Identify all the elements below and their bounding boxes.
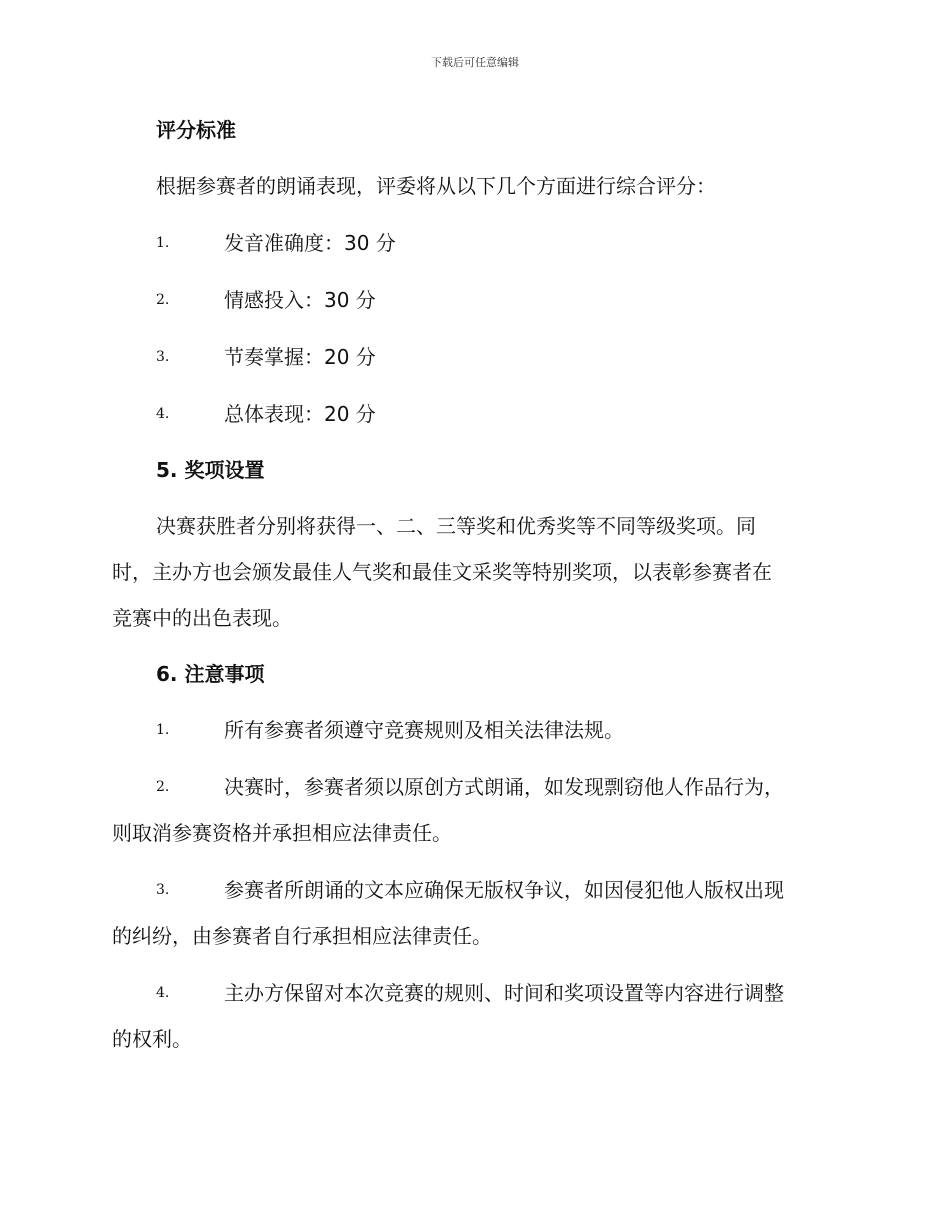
notes-item [112, 707, 832, 753]
scoring-intro: 根据参赛者的朗诵表现，评委将从以下几个方面进行综合评分： [156, 174, 716, 198]
notes-item [112, 970, 832, 1062]
paragraph-line: 竞赛中的出色表现。 [112, 606, 292, 630]
list-number: 2. [156, 779, 170, 795]
list-item-text: 发音准确度：30 分 [224, 231, 396, 255]
list-number: 4. [156, 985, 170, 1001]
list-item-continuation: 的权利。 [112, 1027, 192, 1051]
list-item-text: 总体表现：20 分 [224, 402, 376, 426]
list-item-continuation: 的纠纷，由参赛者自行承担相应法律责任。 [112, 924, 492, 948]
list-number: 3. [156, 882, 170, 898]
scoring-item [112, 277, 832, 323]
list-number: 4. [156, 406, 170, 422]
section-heading-scoring: 评分标准 [156, 118, 236, 142]
list-item-text: 参赛者所朗诵的文本应确保无版权争议，如因侵犯他人版权出现 [224, 878, 784, 902]
list-number: 1. [156, 235, 170, 251]
scoring-item [112, 334, 832, 380]
list-item-text: 决赛时，参赛者须以原创方式朗诵，如发现剽窃他人作品行为， [224, 775, 784, 799]
paragraph-line: 时，主办方也会颁发最佳人气奖和最佳文采奖等特别奖项，以表彰参赛者在 [112, 560, 772, 584]
section-heading-notes: 6. 注意事项 [156, 662, 265, 686]
scoring-item [112, 220, 832, 266]
paragraph-line: 决赛获胜者分别将获得一、二、三等奖和优秀奖等不同等级奖项。同 [156, 514, 756, 538]
list-item-continuation: 则取消参赛资格并承担相应法律责任。 [112, 821, 452, 845]
awards-paragraph [112, 503, 832, 641]
list-item-text: 情感投入：30 分 [224, 288, 376, 312]
notes-item [112, 764, 832, 856]
list-number: 2. [156, 292, 170, 308]
section-heading-awards: 5. 奖项设置 [156, 458, 265, 482]
scoring-item [112, 391, 832, 437]
list-item-text: 主办方保留对本次竞赛的规则、时间和奖项设置等内容进行调整 [224, 981, 784, 1005]
list-item-text: 所有参赛者须遵守竞赛规则及相关法律法规。 [224, 718, 624, 742]
document-body [112, 108, 832, 1073]
notes-item [112, 867, 832, 959]
list-number: 1. [156, 722, 170, 738]
list-number: 3. [156, 349, 170, 365]
list-item-text: 节奏掌握：20 分 [224, 345, 376, 369]
page-header: 下载后可任意编辑 [431, 56, 519, 69]
